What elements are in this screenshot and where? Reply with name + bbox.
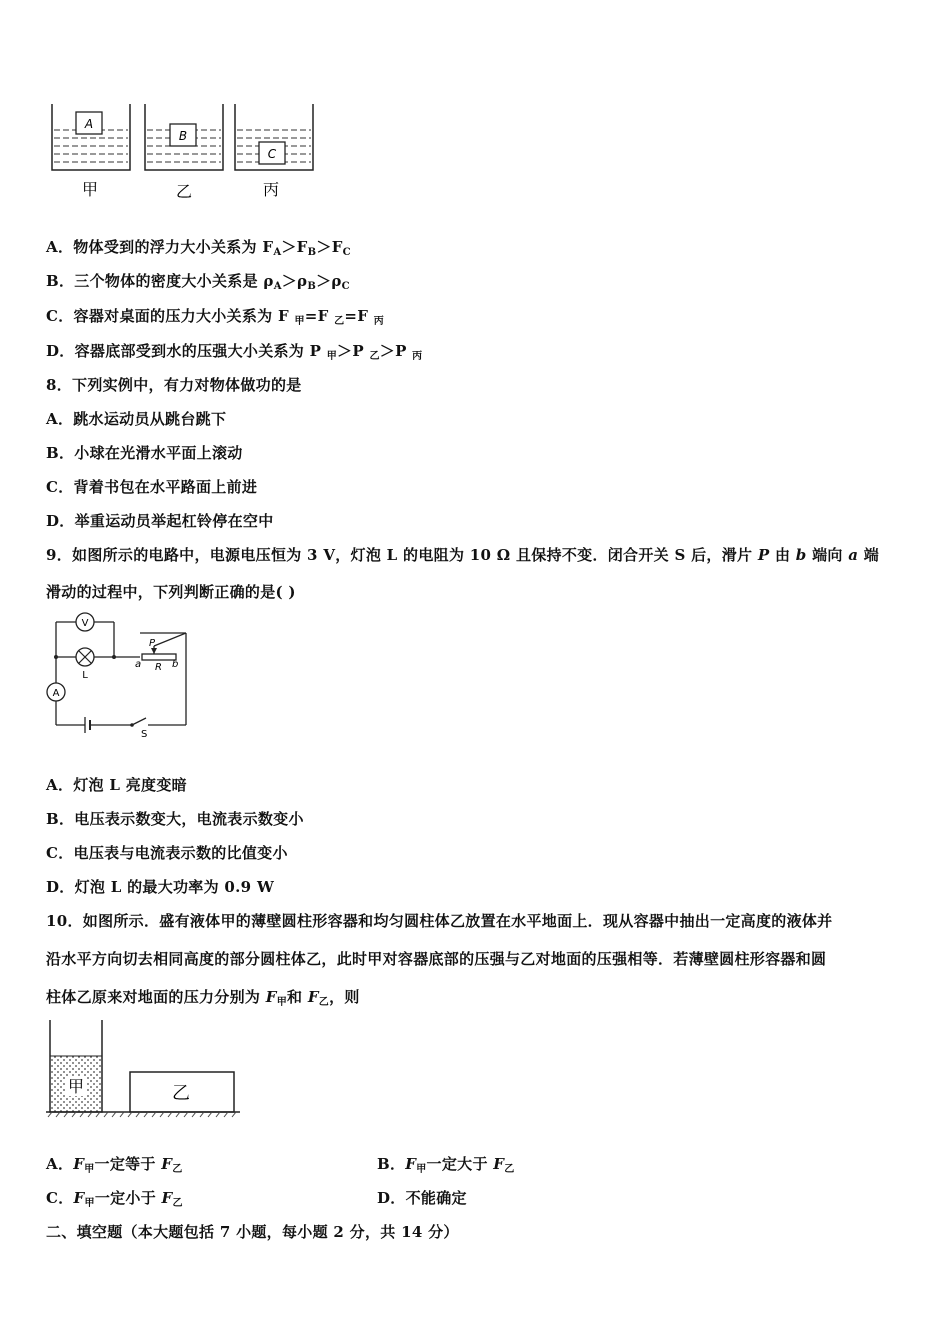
cylinder-yi-label: 乙 [172,1083,190,1104]
section-heading: 二、填空题（本大题包括 7 小题，每小题 2 分，共 14 分） [46,1223,459,1241]
voltmeter-label: V [81,618,89,629]
q10-stem-line3: 柱体乙原来对地面的压力分别为 $F_甲$和 $F_乙$，则 [46,988,360,1008]
ammeter-label: A [52,688,60,699]
q9-option-c: C．电压表与电流表示数的比值变小 [46,844,288,862]
block-c-label: C [267,147,277,161]
q10-option-c: C．$F_甲$一定小于 $F_乙$ [46,1189,183,1209]
q9-option-a: A．灯泡 L 亮度变暗 [46,776,187,794]
q7-option-c: C．容器对桌面的压力大小关系为 F $_甲$=F $_乙$=F $_丙$ [46,307,385,327]
q9-circuit-diagram [40,610,200,740]
caption-jia: 甲 [81,180,99,199]
lamp-label: L [82,670,88,681]
q8-option-b: B．小球在光滑水平面上滚动 [46,444,243,462]
block-a-label: A [84,117,94,131]
block-b-label: B [178,129,188,143]
end-b-label: b [172,659,179,670]
q10-figure [44,1016,244,1124]
q9-option-d: D．灯泡 L 的最大功率为 0.9 W [46,878,275,896]
q9-stem-line2: 滑动的过程中，下列判断正确的是( ) [46,583,296,601]
caption-bing: 丙 [262,180,280,199]
q10-option-b: B．$F_甲$一定大于 $F_乙$ [377,1155,515,1175]
end-a-label: a [135,659,142,670]
q8-option-c: C．背着书包在水平路面上前进 [46,478,258,496]
q10-option-d: D．不能确定 [377,1189,467,1207]
q10-option-a: A．$F_甲$一定等于 $F_乙$ [46,1155,183,1175]
q10-stem-line2: 沿水平方向切去相同高度的部分圆柱体乙，此时甲对容器底部的压强与乙对地面的压强相等．若薄壁圆柱形容器和圆 [46,950,827,968]
liquid-jia-label: 甲 [67,1077,85,1096]
caption-yi: 乙 [175,182,193,201]
q8-stem: 8．下列实例中，有力对物体做功的是 [46,376,302,394]
q7-option-b: B．三个物体的密度大小关系是 $\rho_A>\rho_B>\rho_C$ [46,272,350,292]
rheostat-label: R [155,662,162,673]
q7-option-d: D．容器底部受到水的压强大小关系为 P $_甲$＞P $_乙$＞P $_丙$ [46,342,423,362]
q7-containers-figure [46,100,326,210]
q10-stem-line1: 10．如图所示．盛有液体甲的薄壁圆柱形容器和均匀圆柱体乙放置在水平地面上．现从容器中抽出一定高度的液体并 [46,912,833,930]
q9-stem-line1: 9．如图所示的电路中，电源电压恒为 3 V，灯泡 L 的电阻为 10 Ω 且保持不变．闭合开关 S 后，滑片 P 由 b 端向 a 端 [46,546,880,564]
switch-label: S [141,729,148,740]
slider-label: P [149,638,156,649]
q7-option-a: A．物体受到的浮力大小关系为 $F_A>F_B>F_C$ [46,238,351,258]
q8-option-d: D．举重运动员举起杠铃停在空中 [46,512,274,530]
q9-option-b: B．电压表示数变大，电流表示数变小 [46,810,304,828]
q8-option-a: A．跳水运动员从跳台跳下 [46,410,227,428]
